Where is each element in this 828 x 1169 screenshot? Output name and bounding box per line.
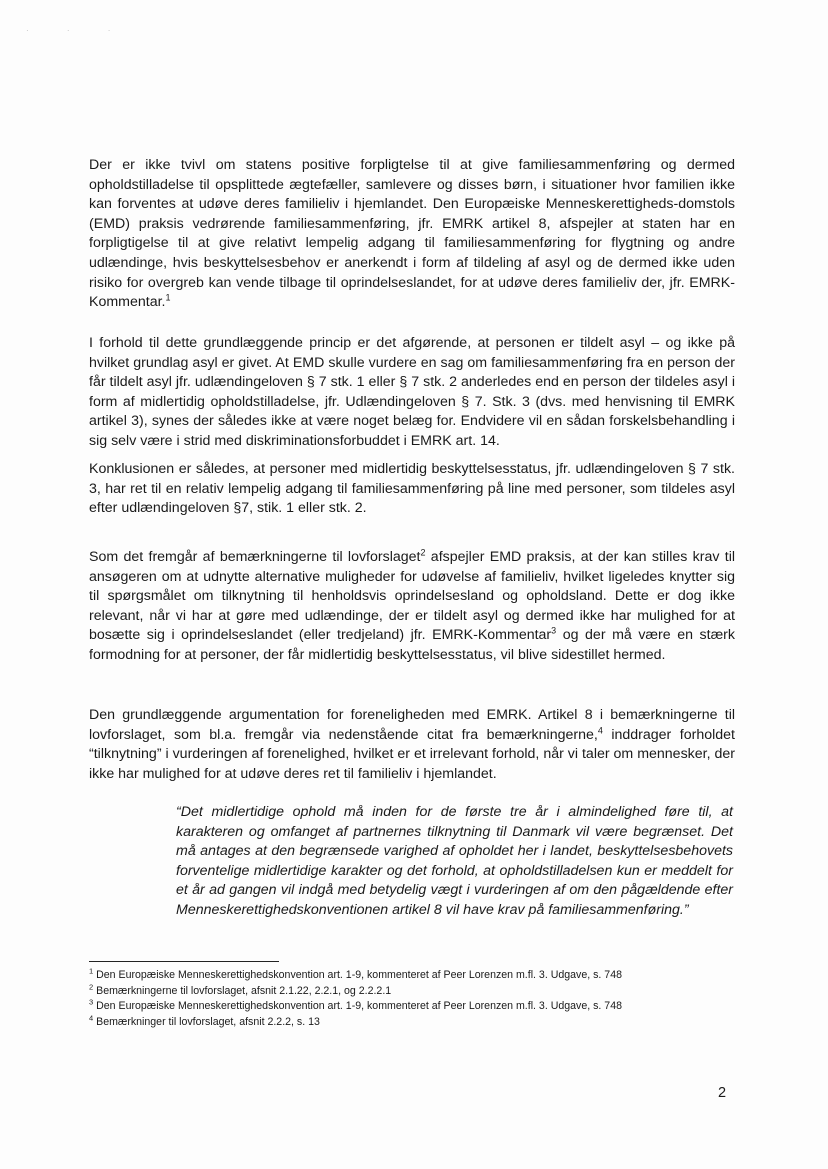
paragraph-5-part-a: Den grundlæggende argumentation for foreneligheden med EMRK. Artikel 8 i bemærkningerne til lovforslaget, som bl.a. fremgår via nedenstående citat fra bemærkningerne, xyxy=(89,707,735,743)
footnote-ref-1: 1 xyxy=(165,292,171,303)
footnote-ref-3: 3 xyxy=(551,625,557,636)
footnote-separator xyxy=(89,961,279,962)
paragraph-1-text: Der er ikke tvivl om statens positive forpligtelse til at give familiesammenføring og dermed opholdstilladelse til opsplittede ægtefæller, samlevere og disses børn, i situationer hvor familien ikke kan forventes at udøve deres familieliv i hjemlandet. Den Europæiske Menneskerettigheds-domstols (EMD) praksis vedrørende familiesammenføring, jfr. EMRK artikel 8, afspejler at staten har en forpligtigelse til at give relativt lempelig adgang til familiesammenføring for flygtning og andre udlændinge, hvis beskyttelsesbehov er anerkendt i form af tildeling af asyl og de dermed ikke uden risiko for overgreb kan vende tilbage til oprindelseslandet, for at udøve deres familieliv der, jfr. EMRK-Kommentar. xyxy=(89,157,735,311)
footnote-number: 1 xyxy=(89,966,94,976)
paragraph-4-part-a: Som det fremgår af bemærkningerne til lovforslaget xyxy=(89,549,421,565)
paragraph-4 xyxy=(89,548,735,666)
footnote-4 xyxy=(89,1015,739,1031)
paragraph-4-part-b: afspejler EMD praksis, at der kan stilles krav til ansøgeren om at udnytte alternative muligheder for udøvelse af familieliv, hvilket ligeledes knytter sig til spørgsmålet om tilknytning til henholdsvis oprindelsesland og opholdsland. Dette er dog ikke relevant, når vi har at gøre med udlændinge, der er tildelt asyl og dermed ikke har mulighed for at bosætte sig i oprindelseslandet (eller tredjeland) jfr. EMRK-Kommentar xyxy=(89,549,735,644)
paragraph-5-part-b: inddrager forholdet “tilknytning” i vurderingen af forenelighed, hvilket er et irrelevant forhold, når vi taler om mennesker, der ikke har mulighed for at udøve deres ret til familieliv i hjemlandet. xyxy=(89,726,735,782)
footnote-text: Den Europæiske Menneskerettighedskonvention art. 1-9, kommenteret af Peer Lorenzen m.fl. 3. Udgave, s. 748 xyxy=(96,969,622,981)
footnote-text: Den Europæiske Menneskerettighedskonvention art. 1-9, kommenteret af Peer Lorenzen m.fl. 3. Udgave, s. 748 xyxy=(96,1000,622,1013)
footnote-number: 4 xyxy=(89,1013,94,1023)
footnote-number: 3 xyxy=(89,997,94,1007)
footnote-text: Bemærkninger til lovforslaget, afsnit 2.2.2, s. 13 xyxy=(96,1015,320,1028)
page-number: 2 xyxy=(718,1085,727,1101)
paragraph-1 xyxy=(89,156,735,313)
paragraph-2: I forhold til dette grundlæggende princip er det afgørende, at personen er tildelt asyl – og ikke på hvilket grundlag asyl er givet. At EMD skulle vurdere en sag om familiesammenføring fra en person der får tildelt asyl jfr. udlændingeloven § 7 stk. 1 eller § 7 stk. 2 anderledes end en person der tildeles asyl i form af midlertidig opholdstilladelse, jfr. Udlændingeloven § 7. Stk. 3 (dvs. med henvisning til EMRK artikel 3), synes der således ikke at være noget belæg for. Endvidere vil en sådan forskelsbehandling i sig selv være i strid med diskriminationsforbuddet i EMRK art. 14. xyxy=(89,335,735,449)
footnote-3 xyxy=(89,999,739,1015)
block-quote: “Det midlertidige ophold må inden for de første tre år i almindelighed føre til, at karakteren og omfanget af partnernes tilknytning til Danmark vil være begrænset. Det må antages at den begrænsede varighed af opholdet her i landet, beskyttelsesbehovets forventelige midlertidige karakter og det forhold, at opholdstilladelsen kun er meddelt for et år ad gangen vil indgå med betydelig vægt i vurderingen af om den pågældende efter Menneskerettighedskonventionen artikel 8 vil have krav på familiesammenføring.” xyxy=(176,804,733,918)
paragraph-5 xyxy=(89,706,735,784)
footnote-2 xyxy=(89,984,739,1000)
paragraph-4-part-c: og der må være en stærk formodning for at personer, der får midlertidig beskyttelsesstatus, vil blive sidestillet hermed. xyxy=(89,627,735,663)
paragraph-3: Konklusionen er således, at personer med midlertidig beskyttelsesstatus, jfr. udlændingeloven § 7 stk. 3, har ret til en relativ lempelig adgang til familiesammenføring på line med personer, som tildeles asyl efter udlændingeloven §7, stik. 1 eller stk. 2. xyxy=(89,461,735,517)
footnote-number: 2 xyxy=(89,982,94,992)
footnote-ref-2: 2 xyxy=(420,547,426,558)
footnote-text: Bemærkningerne til lovforslaget, afsnit 2.1.22, 2.2.1, og 2.2.2.1 xyxy=(96,984,392,997)
footnote-ref-4: 4 xyxy=(597,724,603,735)
footnotes xyxy=(89,968,739,1030)
footnote-1 xyxy=(89,968,739,984)
scan-specks: · · · xyxy=(26,26,129,35)
